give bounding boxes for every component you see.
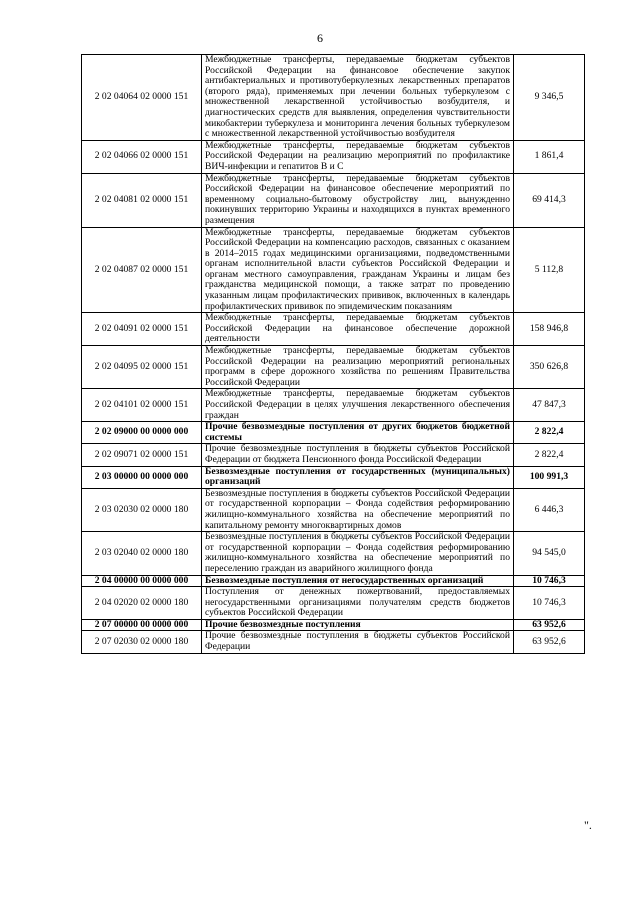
- description-cell: Межбюджетные трансферты, передаваемые бюджетам субъектов Российской Федерации на финансовое обеспечение закупок антибактериальных и противотуберкулезных лекарственных препаратов (второго ряда), применяемых при лечении больных туберкулезом с множественной лекарственной устойчивостью возбудителя, и диагностических средств для выявления, определения чувствительности микобактерии туберкулеза и мониторинга лечения больных туберкулезом с множественной лекарственной устойчивостью возбудителя: [202, 55, 514, 141]
- description-cell: Прочие безвозмездные поступления от других бюджетов бюджетной системы: [202, 422, 514, 444]
- description-cell: Межбюджетные трансферты, передаваемые бюджетам субъектов Российской Федерации на реализацию мероприятий региональных программ в сфере дорожного хозяйства по решениям Правительства Российской Федерации: [202, 346, 514, 389]
- description-cell: Межбюджетные трансферты, передаваемые бюджетам субъектов Российской Федерации в целях улучшения лекарственного обеспечения граждан: [202, 389, 514, 422]
- table-row: [82, 55, 585, 141]
- table-row: [82, 389, 585, 422]
- table-row: [82, 587, 585, 620]
- table-row: [82, 173, 585, 227]
- table-row: [82, 532, 585, 575]
- table-row: [82, 422, 585, 444]
- budget-code-cell: 2 02 09071 02 0000 151: [82, 444, 202, 466]
- closing-quote-mark: ".: [584, 818, 592, 832]
- description-cell: Межбюджетные трансферты, передаваемые бюджетам субъектов Российской Федерации на компенсацию расходов, связанных с оказанием в 2014–2015 годах медицинскими организациями, подведомственными органам исполнительной власти субъектов Российской Федерации и органам местного самоуправления, гражданам Украины и лицам без гражданства медицинской помощи, а также затрат по проведению указанным лицам профилактических прививок, включенных в календарь профилактических прививок по эпидемическим показаниям: [202, 227, 514, 313]
- description-cell: Прочие безвозмездные поступления в бюджеты субъектов Российской Федерации: [202, 631, 514, 653]
- amount-cell: 2 822,4: [514, 422, 585, 444]
- description-cell: Безвозмездные поступления в бюджеты субъектов Российской Федерации от государственной корпорации – Фонда содействия реформированию жилищно-коммунального хозяйства на обеспечение мероприятий по переселению граждан из аварийного жилищного фонда: [202, 532, 514, 575]
- table-row: [82, 227, 585, 313]
- budget-code-cell: 2 02 04095 02 0000 151: [82, 346, 202, 389]
- amount-cell: 10 746,3: [514, 575, 585, 587]
- amount-cell: 158 946,8: [514, 313, 585, 346]
- revenue-table: [81, 54, 585, 654]
- revenue-table-body: [82, 55, 585, 654]
- description-cell: Прочие безвозмездные поступления в бюджеты субъектов Российской Федерации от бюджета Пенсионного фонда Российской Федерации: [202, 444, 514, 466]
- budget-code-cell: 2 03 00000 00 0000 000: [82, 466, 202, 488]
- budget-code-cell: 2 04 02020 02 0000 180: [82, 587, 202, 620]
- amount-cell: 63 952,6: [514, 631, 585, 653]
- budget-code-cell: 2 02 04101 02 0000 151: [82, 389, 202, 422]
- description-cell: Межбюджетные трансферты, передаваемые бюджетам субъектов Российской Федерации на финансовое обеспечение мероприятий по временному социально-бытовому обустройству лиц, вынужденно покинувших территорию Украины и находящихся в пунктах временного размещения: [202, 173, 514, 227]
- description-cell: Безвозмездные поступления от государственных (муниципальных) организаций: [202, 466, 514, 488]
- amount-cell: 6 446,3: [514, 488, 585, 531]
- page-number: 6: [317, 31, 323, 45]
- budget-code-cell: 2 02 09000 00 0000 000: [82, 422, 202, 444]
- description-cell: Межбюджетные трансферты, передаваемые бюджетам субъектов Российской Федерации на финансовое обеспечение дорожной деятельности: [202, 313, 514, 346]
- description-cell: Поступления от денежных пожертвований, предоставляемых негосударственными организациями получателям средств бюджетов субъектов Российской Федерации: [202, 587, 514, 620]
- budget-code-cell: 2 02 04066 02 0000 151: [82, 140, 202, 173]
- table-row: [82, 444, 585, 466]
- table-row: [82, 619, 585, 631]
- description-cell: Безвозмездные поступления от негосударственных организаций: [202, 575, 514, 587]
- amount-cell: 69 414,3: [514, 173, 585, 227]
- amount-cell: 10 746,3: [514, 587, 585, 620]
- amount-cell: 94 545,0: [514, 532, 585, 575]
- budget-code-cell: 2 04 00000 00 0000 000: [82, 575, 202, 587]
- table-row: [82, 346, 585, 389]
- budget-code-cell: 2 03 02040 02 0000 180: [82, 532, 202, 575]
- table-row: [82, 575, 585, 587]
- table-row: [82, 313, 585, 346]
- amount-cell: 9 346,5: [514, 55, 585, 141]
- table-row: [82, 488, 585, 531]
- budget-code-cell: 2 07 02030 02 0000 180: [82, 631, 202, 653]
- amount-cell: 63 952,6: [514, 619, 585, 631]
- description-cell: Прочие безвозмездные поступления: [202, 619, 514, 631]
- amount-cell: 350 626,8: [514, 346, 585, 389]
- amount-cell: 100 991,3: [514, 466, 585, 488]
- budget-code-cell: 2 02 04087 02 0000 151: [82, 227, 202, 313]
- budget-code-cell: 2 07 00000 00 0000 000: [82, 619, 202, 631]
- table-row: [82, 140, 585, 173]
- amount-cell: 1 861,4: [514, 140, 585, 173]
- budget-code-cell: 2 03 02030 02 0000 180: [82, 488, 202, 531]
- budget-code-cell: 2 02 04081 02 0000 151: [82, 173, 202, 227]
- description-cell: Безвозмездные поступления в бюджеты субъектов Российской Федерации от государственной корпорации – Фонда содействия реформированию жилищно-коммунального хозяйства на обеспечение мероприятий по капитальному ремонту многоквартирных домов: [202, 488, 514, 531]
- amount-cell: 2 822,4: [514, 444, 585, 466]
- amount-cell: 5 112,8: [514, 227, 585, 313]
- table-row: [82, 466, 585, 488]
- table-row: [82, 631, 585, 653]
- budget-code-cell: 2 02 04091 02 0000 151: [82, 313, 202, 346]
- description-cell: Межбюджетные трансферты, передаваемые бюджетам субъектов Российской Федерации на реализацию мероприятий по профилактике ВИЧ-инфекции и гепатитов В и С: [202, 140, 514, 173]
- amount-cell: 47 847,3: [514, 389, 585, 422]
- budget-code-cell: 2 02 04064 02 0000 151: [82, 55, 202, 141]
